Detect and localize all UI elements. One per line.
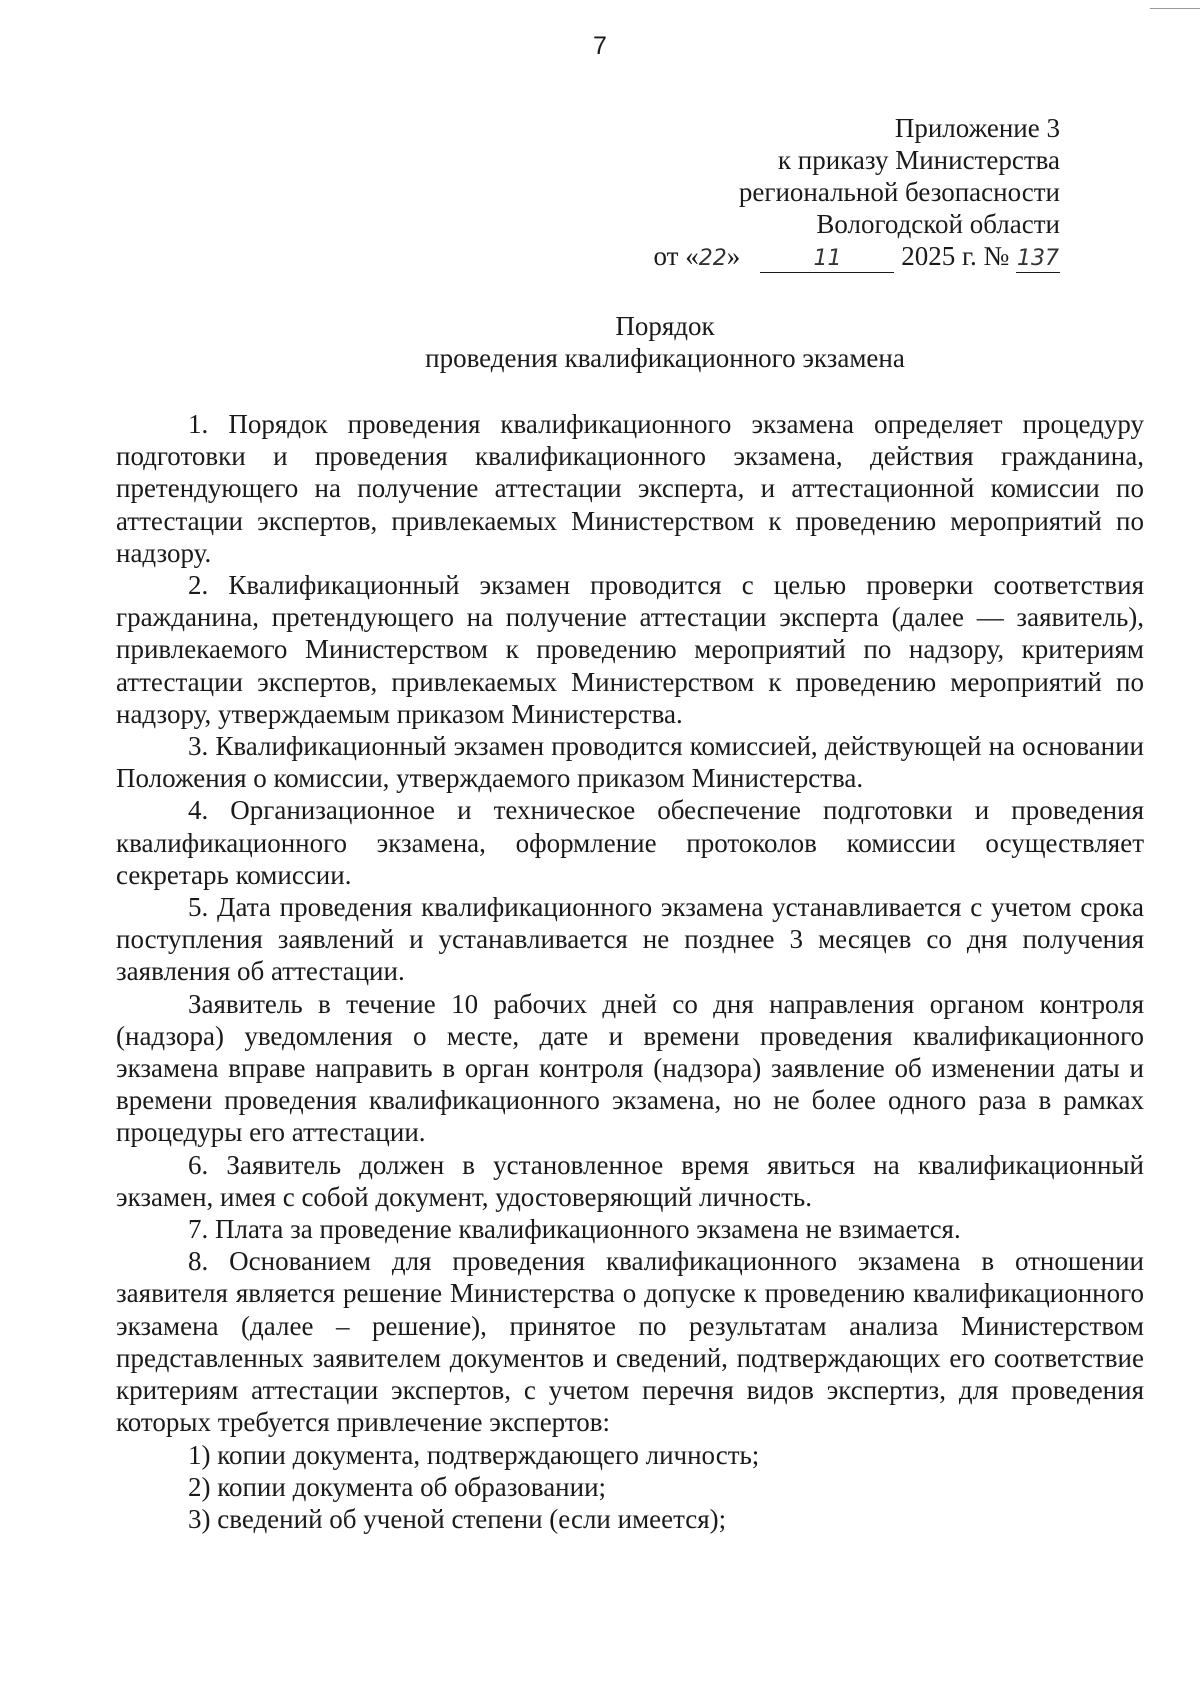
document-title bbox=[0, 310, 1200, 374]
document-body bbox=[116, 408, 1144, 1535]
date-prefix: от « bbox=[653, 241, 699, 271]
date-month-handwritten: 11 bbox=[813, 246, 842, 271]
paragraph-5-continued: Заявитель в течение 10 рабочих дней со дня направления органом контроля (надзора) уведомления о месте, дате и времени проведения квалификационного экзамена вправе направить в орган контроля (надзора) заявление об изменении даты и времени проведения квалификационного экзамена, но не более одного раза в рамках процедуры его аттестации. bbox=[116, 988, 1144, 1148]
date-day-handwritten: 22 bbox=[698, 246, 727, 271]
date-month-field bbox=[760, 243, 894, 273]
title-line-2: проведения квалификационного экзамена bbox=[425, 343, 905, 373]
list-item: 2) копии документа об образовании; bbox=[188, 1471, 607, 1502]
paragraph-6: 6. Заявитель должен в установленное время явиться на квалификационный экзамен, имея с собой документ, удостоверяющий личность. bbox=[116, 1149, 1144, 1212]
scan-edge-mark bbox=[1150, 0, 1200, 9]
paragraph-8: 8. Основанием для проведения квалификационного экзамена в отношении заявителя является решение Министерства о допуске к проведению квалификационного экзамена (далее – решение), принятое по результатам анализа Министерством представленных заявителем документов и сведений, подтверждающих его соответствие критериям аттестации экспертов, с учетом перечня видов экспертиз, для проведения которых требуется привлечение экспертов: bbox=[116, 1246, 1144, 1438]
order-number-field bbox=[1016, 243, 1060, 273]
order-date-line bbox=[654, 240, 1061, 275]
paragraph-7: 7. Плата за проведение квалификационного экзамена не взимается. bbox=[188, 1214, 961, 1245]
appendix-line-3: региональной безопасности bbox=[738, 177, 1060, 207]
paragraph-2: 2. Квалификационный экзамен проводится с целью проверки соответствия гражданина, претендующего на получение аттестации эксперта (далее — заявитель), привлекаемого Министерством к проведению мероприятий по надзору, критериям аттестации экспертов, привлекаемых Министерством к проведению мероприятий по надзору, утверждаемым приказом Министерства. bbox=[116, 570, 1144, 729]
appendix-line-1: Приложение 3 bbox=[894, 113, 1060, 143]
appendix-line-2: к приказу Министерства bbox=[777, 145, 1060, 175]
date-year: 2025 г. № bbox=[894, 241, 1016, 271]
paragraph-4: 4. Организационное и техническое обеспечение подготовки и проведения квалификационного экзамена, оформление протоколов комиссии осуществляет секретарь комиссии. bbox=[116, 795, 1144, 890]
date-mid: » bbox=[726, 241, 747, 271]
appendix-line-4: Вологодской области bbox=[816, 209, 1060, 239]
page-number: 7 bbox=[593, 32, 607, 60]
appendix-header bbox=[654, 112, 1061, 275]
paragraph-1: 1. Порядок проведения квалификационного экзамена определяет процедуру подготовки и проведения квалификационного экзамена, действия гражданина, претендующего на получение аттестации эксперта, и аттестационной комиссии по аттестации экспертов, привлекаемых Министерством к проведению мероприятий по надзору. bbox=[116, 409, 1144, 568]
list-item: 3) сведений об ученой степени (если имеется); bbox=[188, 1503, 727, 1534]
title-line-1: Порядок bbox=[615, 311, 715, 341]
paragraph-3: 3. Квалификационный экзамен проводится комиссией, действующей на основании Положения о комиссии, утверждаемого приказом Министерства. bbox=[116, 731, 1144, 794]
list-item: 1) копии документа, подтверждающего личность; bbox=[188, 1439, 760, 1470]
paragraph-5: 5. Дата проведения квалификационного экзамена устанавливается с учетом срока поступления заявлений и устанавливается не позднее 3 месяцев со дня получения заявления об аттестации. bbox=[116, 892, 1144, 987]
order-number-handwritten: 137 bbox=[1017, 246, 1059, 271]
